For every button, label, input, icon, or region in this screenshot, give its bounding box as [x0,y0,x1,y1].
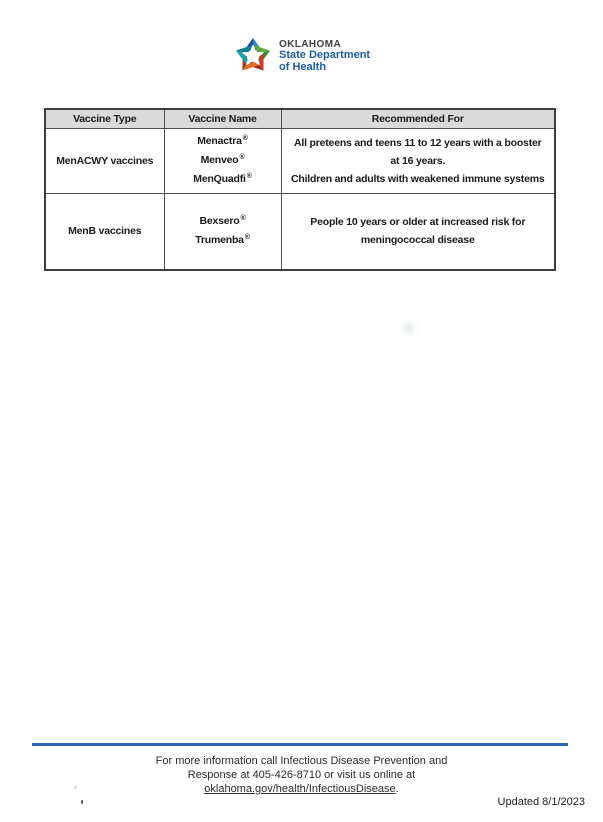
vaccine-type-cell [45,193,164,270]
scan-speck [81,800,83,804]
footer-period: . [395,783,399,795]
vaccine-name [169,212,277,231]
vaccine-type-text: MenB vaccines [68,225,142,238]
recommended-line: All preteens and teens 11 to 12 years with a booster [293,136,542,149]
recommended-line: at 16 years. [390,154,446,167]
registered-mark: ® [240,214,246,222]
footer-line-2: Response at 405-426-8710 or visit us online at [187,769,416,781]
vaccine-name-text: Menactra [197,135,242,147]
column-header-recommended-for: Recommended For [281,109,555,128]
vaccine-name-cell [164,128,281,193]
updated-date: Updated 8/1/2023 [497,796,585,808]
vaccine-type-cell [45,128,164,193]
vaccine-name-text: MenQuadfi [193,173,246,185]
registered-mark: ® [242,134,248,142]
registered-mark: ® [239,153,245,161]
recommended-line: meningococcal disease [360,234,475,247]
recommended-line: People 10 years or older at increased risk for [310,216,526,229]
infectious-disease-link[interactable]: oklahoma.gov/health/InfectiousDisease [204,783,396,795]
footer-text [0,754,603,796]
column-header-vaccine-name: Vaccine Name [164,109,281,128]
vaccine-name [169,231,277,250]
vaccine-type-text: MenACWY vaccines [56,154,154,167]
recommended-cell [281,128,555,193]
vaccine-table [44,108,556,271]
footer-divider [32,743,568,746]
vaccine-name [169,132,277,151]
logo [233,36,370,76]
footer-line-3 [0,782,603,796]
table-row-menb [45,193,555,270]
column-header-vaccine-type: Vaccine Type [45,109,164,128]
table-header-row [45,109,555,128]
logo-org-name: OKLAHOMA [279,39,342,50]
vaccine-name-text: Bexsero [199,215,240,228]
logo-dept-line2: of Health [279,60,327,73]
recommended-cell [281,193,555,270]
vaccine-name [169,170,277,189]
footer-line-1: For more information call Infectious Disease Prevention and [155,755,448,767]
scan-smudge [399,319,419,337]
table-row-menacwy [45,128,555,193]
registered-mark: ® [244,233,250,241]
vaccine-name-text: Menveo [200,154,239,166]
vaccine-name-cell [164,193,281,270]
vaccine-name-text: Trumenba [195,234,244,247]
recommended-line: Children and adults with weakened immune systems [290,172,545,185]
registered-mark: ® [246,172,252,180]
logo-dept-line1: State Department [279,49,371,61]
osdh-star-icon [233,36,273,76]
vaccine-name [169,151,277,170]
logo-text [279,36,370,73]
